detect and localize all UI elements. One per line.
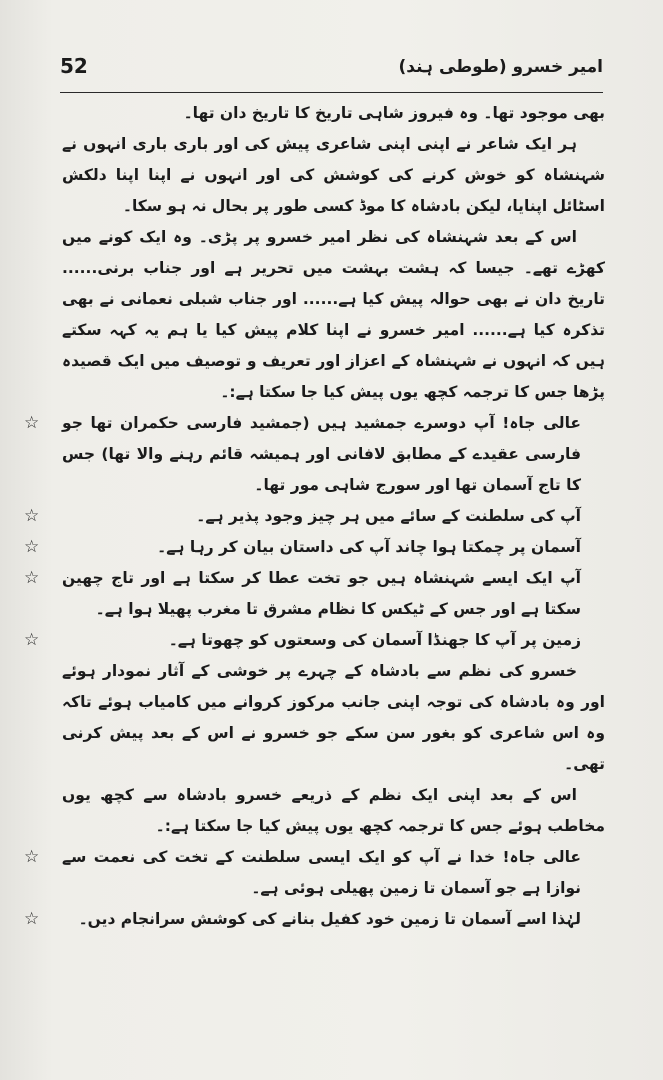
bullet-item: [24, 563, 605, 625]
paragraph: خسرو کی نظم سے بادشاہ کے چہرے پر خوشی کے آثار نمودار ہوئے اور وہ بادشاہ کی توجہ اپنی جانب مرکوز کروانے میں کامیاب ہوئے تاکہ وہ اس شاعری کو بغور سن سکے جو خسرو نے اس کے بعد پیش کرنی تھی۔: [62, 662, 605, 773]
page-body: [24, 98, 605, 935]
page-header: [60, 52, 603, 93]
bullet-text: عالی جاہ! آپ دوسرے جمشید ہیں (جمشید فارسی حکمران تھا جو فارسی عقیدے کے مطابق لافانی اور ہمیشہ قائم رہنے والا تھا) جس کا تاج آسمان تھا اور سورج شاہی مور تھا۔: [62, 414, 581, 494]
paragraph: اس کے بعد شہنشاہ کی نظر امیر خسرو پر پڑی۔ وہ ایک کونے میں کھڑے تھے۔ جیسا کہ ہشت بہشت میں تحریر ہے اور جناب برنی...... تاریخ دان نے بھی حوالہ پیش کیا ہے...... اور جناب شبلی نعمانی نے بھی تذکرہ کیا ہے...... امیر خسرو نے اپنا کلام پیش کیا یا ہم یہ کہہ سکتے ہیں کہ انہوں نے شہنشاہ کے اعزاز اور تعریف و توصیف میں ایک قصیدہ پڑھا جس کا ترجمہ کچھ یوں پیش کیا جا سکتا ہے:۔: [62, 228, 605, 401]
star-icon: ☆: [24, 909, 40, 929]
paragraph: ہر ایک شاعر نے اپنی اپنی شاعری پیش کی اور باری باری انہوں نے شہنشاہ کو خوش کرنے کی کوشش کی اور انہوں نے اپنا اپنا دلکش اسٹائل اپنایا، لیکن بادشاہ کا موڈ کسی طور پر بحال نہ ہو سکا۔: [62, 135, 605, 215]
bullet-text: عالی جاہ! خدا نے آپ کو ایک ایسی سلطنت کے تخت کی نعمت سے نوازا ہے جو آسمان تا زمین پھیلی ہوئی ہے۔: [62, 848, 581, 897]
page-number: 52: [60, 54, 88, 78]
bullet-text: لہٰذا اسے آسمان تا زمین خود کفیل بنانے کی کوشش سرانجام دیں۔: [78, 910, 581, 928]
running-title: امیر خسرو (طوطی ہند): [398, 57, 603, 77]
bullet-item: [24, 408, 605, 501]
bullet-item: [24, 904, 605, 935]
star-icon: ☆: [24, 506, 40, 526]
bullet-text: زمین پر آپ کا جھنڈا آسمان کی وسعتوں کو چھوتا ہے۔: [168, 631, 581, 649]
bullet-item: [24, 501, 605, 532]
star-icon: ☆: [24, 847, 40, 867]
bullet-text: آپ کی سلطنت کے سائے میں ہر چیز وجود پذیر ہے۔: [196, 507, 581, 525]
star-icon: ☆: [24, 630, 40, 650]
bullet-item: [24, 842, 605, 904]
bullet-text: آسمان پر چمکتا ہوا چاند آپ کی داستان بیان کر رہا ہے۔: [157, 538, 581, 556]
paragraph: بھی موجود تھا۔ وہ فیروز شاہی تاریخ کا تاریخ دان تھا۔: [183, 104, 605, 122]
bullet-item: [24, 532, 605, 563]
star-icon: ☆: [24, 537, 40, 557]
star-icon: ☆: [24, 568, 40, 588]
bullet-text: آپ ایک ایسے شہنشاہ ہیں جو تخت عطا کر سکتا ہے اور تاج چھین سکتا ہے اور جس کے ٹیکس کا نظام مشرق تا مغرب پھیلا ہوا ہے۔: [62, 569, 581, 618]
bullet-item: [24, 625, 605, 656]
star-icon: ☆: [24, 413, 40, 433]
paragraph: اس کے بعد اپنی ایک نظم کے ذریعے خسرو بادشاہ سے کچھ یوں مخاطب ہوئے جس کا ترجمہ کچھ یوں پیش کیا جا سکتا ہے:۔: [62, 786, 605, 835]
